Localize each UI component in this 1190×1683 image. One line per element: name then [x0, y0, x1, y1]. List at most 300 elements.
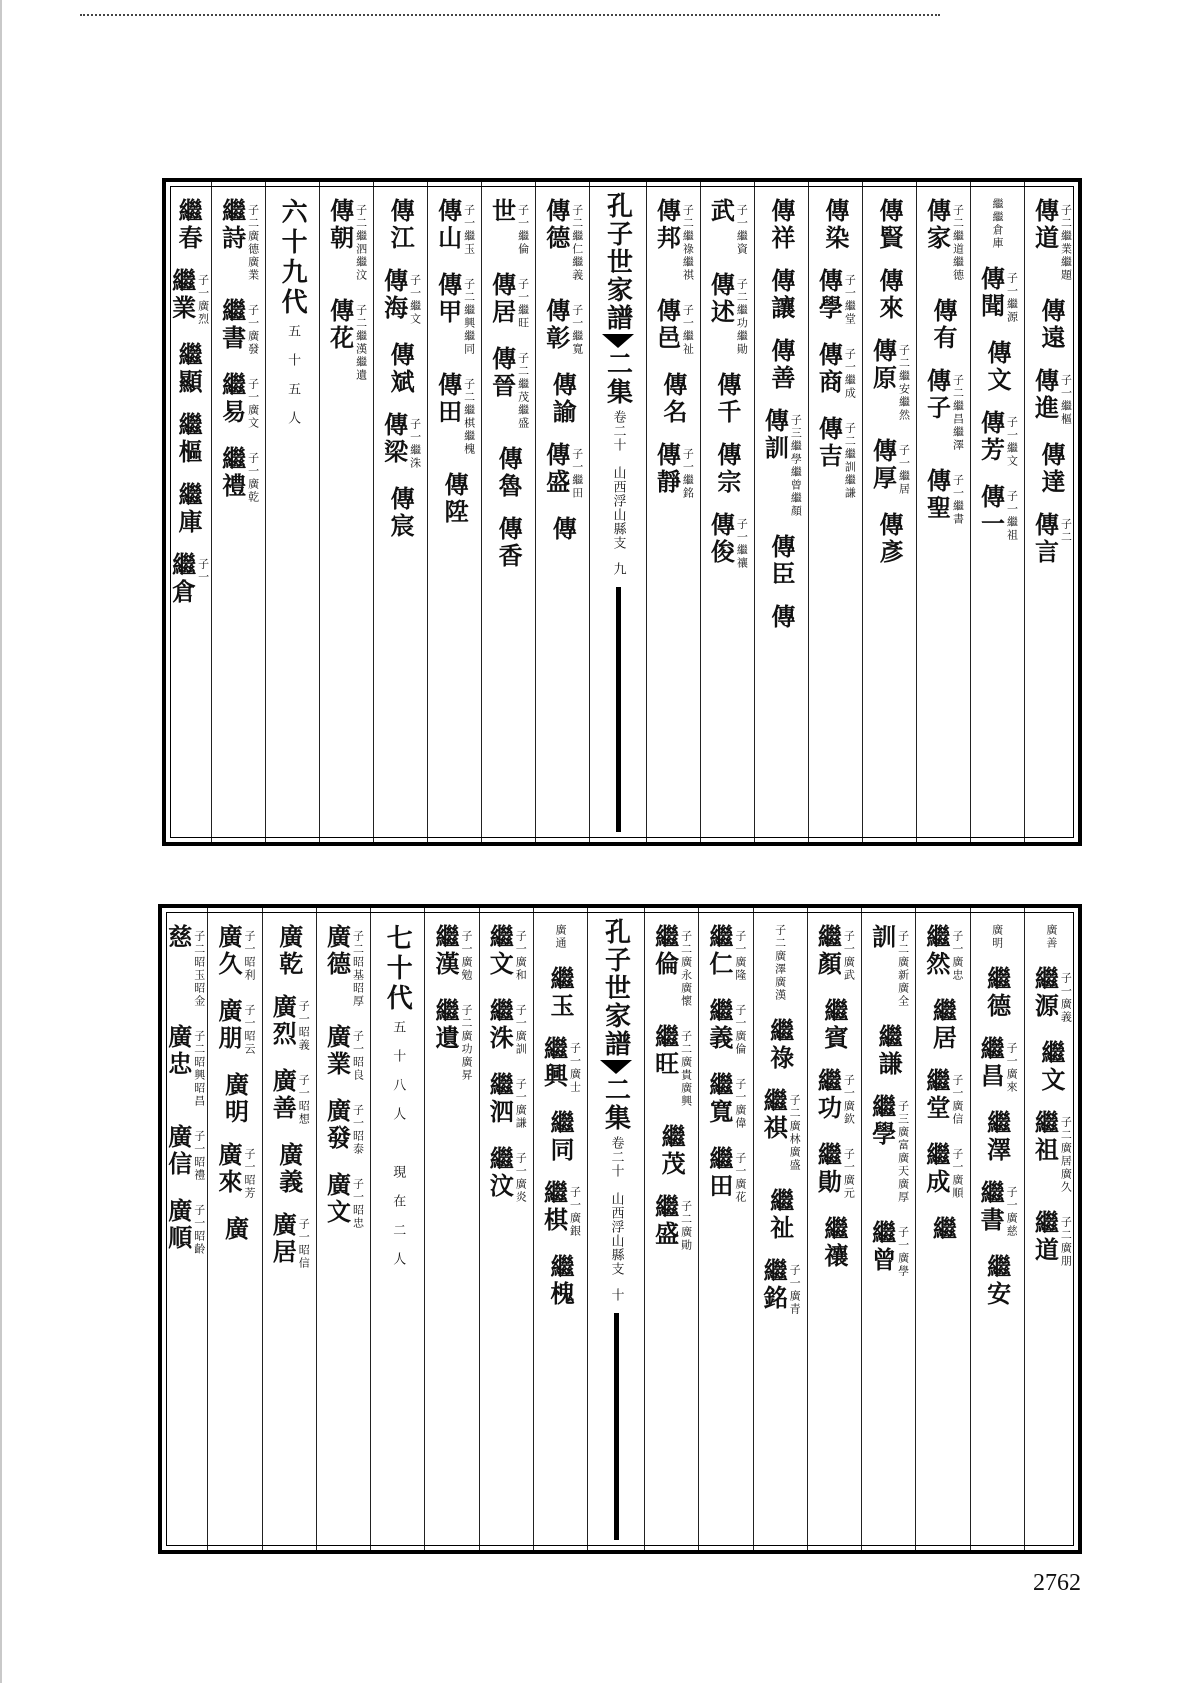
person-entry: [175, 482, 202, 536]
record-column: [753, 908, 807, 1550]
person-entry: [215, 1142, 255, 1200]
descendant-note: 子一廣乾: [246, 452, 260, 504]
person-entry: [489, 198, 529, 256]
person-name: 傳彰: [541, 298, 571, 352]
spine-collection: 二集: [600, 1076, 631, 1132]
descendant-note: 子一廣倫: [733, 1004, 747, 1056]
generation-heading: 六十九代: [277, 198, 308, 318]
descendant-note: 子一廣和: [514, 930, 528, 982]
header-rule: [80, 14, 940, 16]
person-name: 傳邦: [652, 198, 682, 252]
person-entry: [814, 1142, 854, 1200]
descendant-note: 子一廣青: [788, 1264, 802, 1316]
person-entry: [269, 994, 309, 1052]
descendant-note: 子一昭齡: [192, 1204, 206, 1256]
person-name: 繼昌: [976, 1036, 1006, 1090]
person-name: 繼文: [485, 924, 515, 978]
person-name: 繼: [928, 1216, 958, 1243]
person-entry: [929, 998, 956, 1052]
person-entry: [323, 924, 363, 1008]
person-name: 繼顏: [813, 924, 843, 978]
person-name: 繼祿: [765, 1018, 795, 1072]
person-name: 繼遺: [430, 998, 460, 1052]
descendant-note: 子三繼學繼曾繼顏: [789, 414, 803, 518]
record-column: [481, 182, 535, 842]
person-name: 繼洙: [485, 998, 515, 1052]
descendant-note: 子一廣銀: [568, 1186, 582, 1238]
person-name: 繼盛: [650, 1194, 680, 1248]
descendant-note: 子二廣永廣懷: [679, 930, 693, 1008]
descendant-note: 子二繼泗繼汶: [354, 204, 368, 282]
descendant-note: 子一廣隆: [733, 930, 747, 982]
record-column: [316, 908, 370, 1550]
spine-page: 十: [608, 1288, 624, 1301]
person-entry: [323, 1172, 363, 1230]
person-entry: [554, 924, 567, 950]
person-name: 傳甲: [433, 272, 463, 326]
person-name: 傳有: [928, 298, 958, 352]
record-column: [970, 182, 1024, 842]
descendant-note: 子二繼茂繼盛: [516, 352, 530, 430]
person-name: 繼賓: [819, 998, 849, 1052]
descendant-note: 子一廣武: [842, 930, 856, 982]
descendant-note: 子一繼居: [897, 444, 911, 496]
person-name: 傳居: [487, 272, 517, 326]
person-name: 繼曾: [867, 1220, 897, 1274]
person-entry: [543, 298, 583, 356]
spine-subtitle: 卷二十 山西浮山縣支: [610, 410, 626, 550]
person-name: 繼同: [545, 1110, 575, 1164]
person-name: 傳學: [814, 268, 844, 322]
record-column: [535, 182, 589, 842]
person-name: 繼祖: [1030, 1110, 1060, 1164]
person-name: 傳吉: [814, 416, 844, 470]
person-name: 廣忠: [163, 1024, 193, 1078]
record-column: [427, 182, 481, 842]
descendant-note: 子二廣德廣業: [246, 204, 260, 282]
person-entry: [269, 1068, 309, 1126]
person-entry: [276, 1142, 303, 1196]
person-name: 繼顯: [174, 342, 204, 396]
person-name: 傳商: [814, 342, 844, 396]
person-name: 傳名: [658, 372, 688, 426]
descendant-note: 子一繼旺: [516, 278, 530, 330]
person-entry: [543, 198, 583, 282]
person-name: 繼學: [867, 1094, 897, 1148]
person-name: 繼旺: [650, 1024, 680, 1078]
descendant-note: 子一廣炎: [514, 1152, 528, 1204]
descendant-note: 子二繼興繼同: [462, 278, 476, 356]
person-entry: [761, 408, 801, 518]
descendant-note: 子二廣朋: [1059, 1216, 1073, 1268]
person-name: 傳賢: [874, 198, 904, 252]
person-name: 傳祥: [766, 198, 796, 252]
descendant-note: 子二繼昌繼澤: [951, 374, 965, 452]
person-entry: [774, 924, 787, 1002]
spine-bar: [611, 587, 625, 832]
spine-collection: 二集: [602, 350, 633, 406]
person-entry: [923, 1068, 963, 1126]
descendant-note: 子一昭芳: [242, 1148, 256, 1200]
person-name: 繼茂: [657, 1124, 687, 1178]
person-entry: [768, 604, 795, 631]
carryover-note: 廣明: [990, 924, 1004, 950]
descendant-note: 子二繼安繼然: [897, 344, 911, 422]
person-name: 傳盛: [541, 442, 571, 496]
person-name: 傳宸: [386, 486, 416, 540]
person-entry: [1038, 442, 1065, 496]
record-column: [1024, 182, 1078, 842]
person-entry: [822, 198, 849, 252]
record-column: [479, 908, 533, 1550]
person-entry: [814, 1068, 854, 1126]
person-entry: [489, 272, 529, 330]
person-entry: [923, 1142, 963, 1200]
descendant-note: 子二繼功繼勛: [735, 278, 749, 356]
person-name: 傳言: [1030, 512, 1060, 566]
person-name: 傳: [548, 516, 578, 543]
generation-count: 五十五人: [285, 324, 301, 440]
person-name: 訓: [867, 924, 897, 951]
person-name: 廣義: [274, 1142, 304, 1196]
person-name: 傳一: [976, 484, 1006, 538]
person-name: 繼道: [1030, 1210, 1060, 1264]
person-entry: [930, 298, 957, 352]
person-name: 廣明: [220, 1072, 250, 1126]
person-entry: [1031, 512, 1071, 566]
person-entry: [165, 1198, 205, 1256]
descendant-note: 子三廣富廣天廣厚: [896, 1100, 910, 1204]
person-name: 繼樞: [174, 412, 204, 466]
person-entry: [1031, 1210, 1071, 1268]
person-entry: [706, 998, 746, 1056]
descendant-note: 子二繼棋繼槐: [462, 378, 476, 456]
person-entry: [276, 924, 303, 978]
person-entry: [1031, 1110, 1071, 1194]
person-name: 繼槐: [545, 1254, 575, 1308]
person-name: 繼泗: [485, 1072, 515, 1126]
person-entry: [327, 198, 367, 282]
descendant-note: 子一昭良: [351, 1030, 365, 1082]
person-name: 廣業: [322, 1024, 352, 1078]
descendant-note: 子一繼源: [1005, 272, 1019, 324]
spine-page: 九: [610, 562, 626, 575]
person-name: 傳彥: [874, 512, 904, 566]
descendant-note: 子一廣發: [246, 304, 260, 356]
person-entry: [269, 1212, 309, 1270]
person-entry: [652, 924, 692, 1008]
person-entry: [652, 1024, 692, 1108]
person-entry: [760, 1258, 800, 1316]
person-entry: [977, 410, 1017, 468]
record-column: [808, 182, 862, 842]
descendant-note: 子二繼漢繼遺: [354, 304, 368, 382]
person-entry: [219, 446, 259, 504]
descendant-note: 子一繼玉: [462, 204, 476, 256]
person-name: 傳道: [1030, 198, 1060, 252]
person-name: 傳斌: [386, 342, 416, 396]
person-name: 傳晉: [487, 346, 517, 400]
person-entry: [707, 198, 747, 256]
person-name: 繼易: [217, 372, 247, 426]
generation-column: [370, 908, 424, 1550]
person-entry: [869, 438, 909, 496]
person-name: 傳臣: [766, 534, 796, 588]
person-entry: [977, 1036, 1017, 1094]
record-column: [754, 182, 808, 842]
descendant-note: 子一昭禮: [192, 1130, 206, 1182]
person-name: 繼漢: [430, 924, 460, 978]
person-name: 繼勛: [813, 1142, 843, 1196]
person-name: 傳花: [325, 298, 355, 352]
person-entry: [876, 512, 903, 566]
person-entry: [984, 966, 1011, 1020]
person-entry: [486, 1146, 526, 1204]
person-entry: [169, 552, 209, 606]
person-entry: [549, 372, 576, 426]
descendant-note: 子二: [1059, 518, 1073, 544]
record-column: [916, 182, 970, 842]
descendant-note: 子一廣花: [733, 1152, 747, 1204]
descendant-note: 子一繼洙: [408, 418, 422, 470]
descendant-note: 子一繼銘: [681, 448, 695, 500]
person-entry: [707, 272, 747, 356]
person-name: 繼興: [539, 1036, 569, 1090]
person-name: 傳讓: [766, 268, 796, 322]
person-name: 傳達: [1036, 442, 1066, 496]
person-name: 繼安: [982, 1254, 1012, 1308]
person-name: 傳子: [922, 368, 952, 422]
person-name: 傳: [766, 604, 796, 631]
descendant-note: 子一繼資: [735, 204, 749, 256]
person-name: 繼義: [704, 998, 734, 1052]
person-entry: [327, 298, 367, 382]
person-name: 廣來: [213, 1142, 243, 1196]
record-column: [646, 182, 700, 842]
person-name: 繼倉: [167, 552, 197, 606]
person-entry: [486, 924, 526, 982]
person-name: 傳田: [433, 372, 463, 426]
generation-heading: 七十代: [382, 924, 413, 1014]
person-name: 繼玉: [545, 966, 575, 1020]
person-entry: [876, 198, 903, 252]
person-name: 廣烈: [268, 994, 298, 1048]
descendant-note: 子一廣元: [842, 1148, 856, 1200]
descendant-note: 子一廣烈: [196, 274, 210, 326]
person-name: 繼禳: [819, 1216, 849, 1270]
descendant-note: 子一廣訓: [514, 1004, 528, 1056]
person-entry: [984, 1254, 1011, 1308]
person-name: 傳梁: [379, 412, 409, 466]
record-column: [533, 908, 587, 1550]
descendant-note: 子一繼文: [1005, 416, 1019, 468]
genealogy-panel-lower: [158, 904, 1082, 1554]
person-entry: [169, 268, 209, 326]
person-entry: [991, 198, 1004, 250]
person-name: 傳染: [820, 198, 850, 252]
descendant-note: 子二繼祿繼祺: [681, 204, 695, 282]
person-entry: [869, 1220, 909, 1278]
record-column: [1024, 908, 1078, 1550]
person-entry: [984, 1110, 1011, 1164]
carryover-note: 廣善: [1044, 924, 1058, 950]
person-name: 繼仁: [704, 924, 734, 978]
record-column: [262, 908, 316, 1550]
person-name: 傳邑: [652, 298, 682, 352]
person-entry: [221, 1216, 248, 1243]
person-name: 傳香: [494, 516, 524, 570]
person-entry: [815, 342, 855, 400]
person-entry: [869, 924, 909, 1008]
descendant-note: 子一昭云: [242, 1004, 256, 1056]
person-name: 世: [487, 198, 517, 225]
person-name: 繼庫: [174, 482, 204, 536]
person-entry: [175, 342, 202, 396]
spine-title: 孔子世家譜: [600, 918, 631, 1058]
record-column: [807, 908, 861, 1550]
person-name: 繼源: [1030, 966, 1060, 1020]
person-entry: [495, 516, 522, 570]
descendant-note: 子二廣貴廣興: [679, 1030, 693, 1108]
person-entry: [929, 1216, 956, 1243]
person-entry: [923, 368, 963, 452]
person-entry: [1038, 1040, 1065, 1094]
person-entry: [323, 1024, 363, 1082]
descendant-note: 子一繼禳: [735, 518, 749, 570]
person-entry: [706, 1146, 746, 1204]
person-name: 繼詩: [217, 198, 247, 252]
descendant-note: 子二繼道繼德: [951, 204, 965, 282]
generation-count: 五十八人 現在二人: [390, 1020, 406, 1281]
person-entry: [486, 1072, 526, 1130]
record-column: [424, 908, 478, 1550]
spine-subtitle: 卷二十 山西浮山縣支: [608, 1136, 624, 1276]
person-name: 廣德: [322, 924, 352, 978]
person-name: 廣乾: [274, 924, 304, 978]
person-entry: [441, 472, 468, 526]
person-name: 廣久: [213, 924, 243, 978]
person-entry: [387, 486, 414, 540]
person-name: 繼汶: [485, 1146, 515, 1200]
descendant-note: 子一繼樞: [1059, 374, 1073, 426]
record-column: [644, 908, 698, 1550]
person-entry: [219, 198, 259, 282]
person-name: 繼春: [174, 198, 204, 252]
person-entry: [768, 198, 795, 252]
person-entry: [653, 198, 693, 282]
person-name: 廣文: [322, 1172, 352, 1226]
person-name: 傳家: [922, 198, 952, 252]
person-entry: [547, 1254, 574, 1308]
person-name: 繼書: [976, 1180, 1006, 1234]
person-name: 繼然: [921, 924, 951, 978]
descendant-note: 子二昭玉昭金: [192, 930, 206, 1008]
person-name: 繼德: [982, 966, 1012, 1020]
person-entry: [543, 442, 583, 500]
descendant-note: 子一廣勉: [459, 930, 473, 982]
person-name: 傳朝: [325, 198, 355, 252]
person-entry: [435, 272, 475, 356]
person-name: 傳訓: [760, 408, 790, 462]
person-entry: [653, 298, 693, 356]
spine-column: [589, 182, 646, 842]
person-name: 繼銘: [759, 1258, 789, 1312]
person-name: 傳聖: [922, 468, 952, 522]
descendant-note: 子一繼田: [570, 448, 584, 500]
descendant-note: 子二繼仁繼義: [570, 204, 584, 282]
person-name: 傳芳: [976, 410, 1006, 464]
person-name: 傳諭: [548, 372, 578, 426]
person-entry: [814, 924, 854, 982]
descendant-note: 子一繼祖: [1005, 490, 1019, 542]
person-name: 傳海: [379, 268, 409, 322]
carryover-note: 繼繼倉庫: [990, 198, 1004, 250]
descendant-note: 子一廣欽: [842, 1074, 856, 1126]
person-name: 繼功: [813, 1068, 843, 1122]
person-name: 傳原: [868, 338, 898, 392]
person-entry: [215, 998, 255, 1056]
person-entry: [489, 346, 529, 430]
descendant-note: 子一廣來: [1005, 1042, 1019, 1094]
person-entry: [707, 512, 747, 570]
person-name: 繼禮: [217, 446, 247, 500]
person-entry: [923, 924, 963, 982]
person-entry: [165, 1124, 205, 1182]
descendant-note: 子一廣忠: [950, 930, 964, 982]
spine-title: 孔子世家譜: [602, 192, 633, 332]
person-entry: [219, 372, 259, 430]
person-entry: [540, 1180, 580, 1238]
person-name: 繼澤: [982, 1110, 1012, 1164]
person-name: 傳江: [386, 198, 416, 252]
person-name: 繼居: [928, 998, 958, 1052]
person-name: 繼棋: [539, 1180, 569, 1234]
descendant-note: 子一繼倫: [516, 204, 530, 256]
person-entry: [815, 268, 855, 326]
descendant-note: 子一昭利: [242, 930, 256, 982]
person-entry: [175, 198, 202, 252]
generation-column: [265, 182, 319, 842]
descendant-note: 子一繼書: [951, 474, 965, 526]
descendant-note: 子一繼堂: [843, 274, 857, 326]
person-name: 傳山: [433, 198, 463, 252]
person-entry: [767, 1188, 794, 1242]
person-entry: [923, 198, 963, 282]
person-entry: [547, 966, 574, 1020]
fishtail-mark: [602, 334, 634, 348]
person-name: 廣發: [322, 1098, 352, 1152]
descendant-note: 子二繼業繼題: [1059, 204, 1073, 282]
descendant-note: 子二昭基昭厚: [351, 930, 365, 1008]
person-entry: [815, 416, 855, 500]
person-entry: [387, 198, 414, 252]
record-column: [207, 908, 261, 1550]
person-entry: [381, 412, 421, 470]
descendant-note: 子一廣偉: [733, 1078, 747, 1130]
person-entry: [381, 268, 421, 326]
person-name: 傳千: [712, 372, 742, 426]
person-entry: [540, 1036, 580, 1094]
person-name: 武: [706, 198, 736, 225]
person-name: 廣信: [163, 1124, 193, 1178]
person-name: 慈: [163, 924, 193, 951]
person-name: 廣善: [268, 1068, 298, 1122]
person-entry: [706, 1072, 746, 1130]
person-entry: [435, 372, 475, 456]
person-name: 傳厚: [868, 438, 898, 492]
descendant-note: 子一昭信: [297, 1218, 311, 1270]
descendant-note: 子二廣勛: [679, 1200, 693, 1252]
